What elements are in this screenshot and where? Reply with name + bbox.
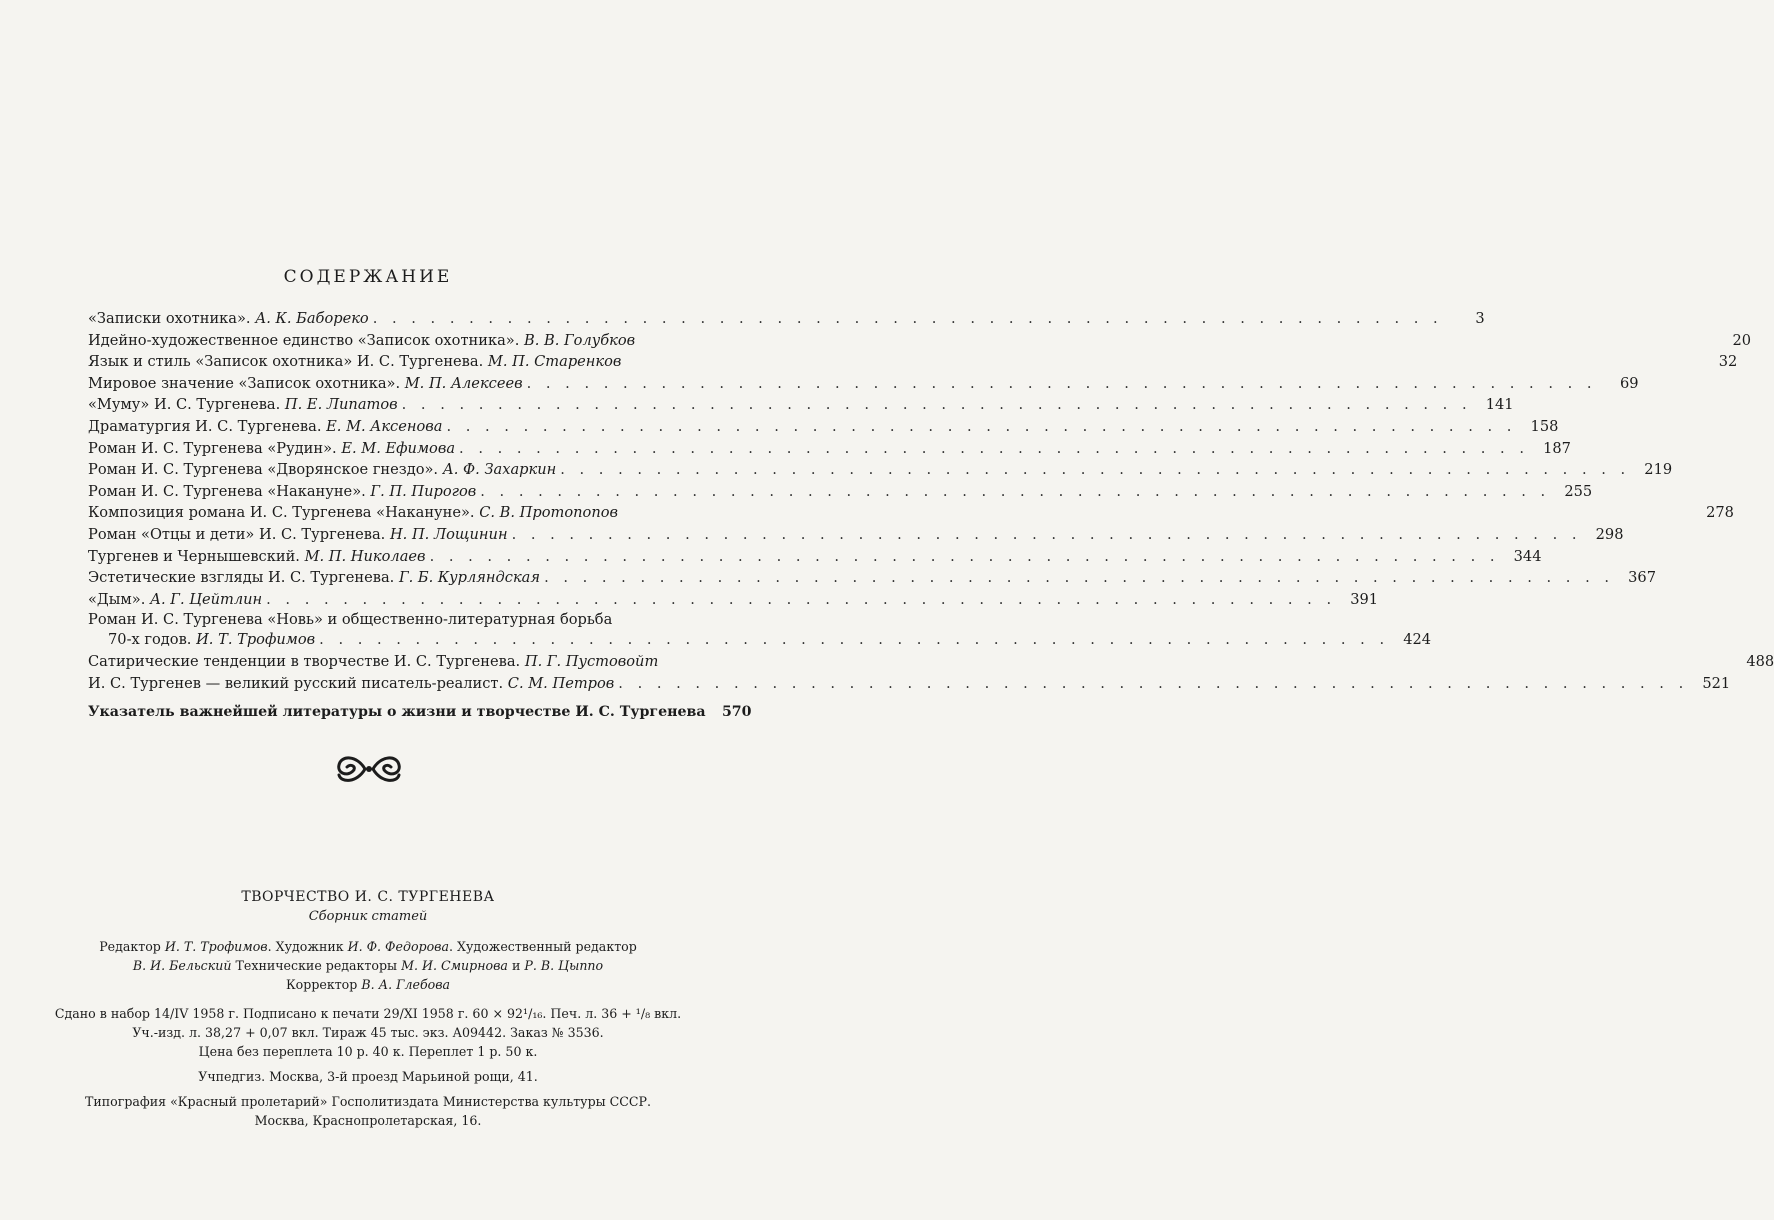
toc-entry-continuation xyxy=(88,629,1432,651)
dot-leader xyxy=(618,673,1688,695)
entry-title: И. С. Тургенев — великий русский писатель-реалист. xyxy=(88,674,504,692)
printer-address-line: Москва, Краснопролетарская, 16. xyxy=(254,1113,482,1128)
dot-leader xyxy=(402,394,1472,416)
book-subtitle: Сборник статей xyxy=(308,909,428,924)
colophon xyxy=(0,887,736,1130)
entry-page: 298 xyxy=(1595,525,1624,543)
entry-page: 20 xyxy=(1732,331,1752,349)
entry-author: М. П. Николаев xyxy=(304,547,426,565)
entry-title: Идейно-художественное единство «Записок охотника». xyxy=(88,331,520,349)
entry-title: Роман И. С. Тургенева «Накануне». xyxy=(88,482,366,500)
toc-entry-bibliography xyxy=(88,702,752,724)
entry-author: М. П. Алексеев xyxy=(404,374,523,392)
toc-entry-first-line xyxy=(88,610,728,629)
dot-leader xyxy=(480,481,1550,503)
dot-leader xyxy=(459,438,1529,460)
toc-entry xyxy=(88,459,1673,481)
entry-title: Сатирические тенденции в творчестве И. С. Тургенева. xyxy=(88,652,521,670)
entry-author: Г. П. Пирогов xyxy=(370,482,477,500)
toc-entry xyxy=(88,546,1542,568)
toc-entry xyxy=(88,373,1639,395)
entry-author: Г. Б. Курляндская xyxy=(398,569,541,587)
entry-page: 32 xyxy=(1718,353,1738,371)
entry-page: 278 xyxy=(1706,504,1734,522)
toc-entry xyxy=(88,502,1734,524)
entry-author: С. В. Протопопов xyxy=(479,504,619,522)
entry-author: И. Т. Трофимов xyxy=(196,631,316,649)
entry-page: 344 xyxy=(1513,547,1542,565)
toc-entry xyxy=(88,351,1738,373)
entry-page: 255 xyxy=(1564,482,1593,500)
toc-entry xyxy=(88,438,1571,460)
entry-title: Драматургия И. С. Тургенева. xyxy=(88,417,322,435)
entry-title: «Дым». xyxy=(88,590,146,608)
toc-entry xyxy=(88,308,1485,330)
entry-title: Язык и стиль «Записок охотника» И. С. Тургенева. xyxy=(88,353,484,371)
entry-title-continued: 70-х годов. xyxy=(108,631,192,649)
editor-line: Редактор И. Т. Трофимов. Художник И. Ф. Федорова. Художественный редактор xyxy=(99,939,637,954)
entry-author: М. П. Старенков xyxy=(487,353,622,371)
toc-entry xyxy=(88,567,1656,589)
toc-entry xyxy=(88,651,1774,673)
entry-author: Е. М. Аксенова xyxy=(326,417,443,435)
dot-leader xyxy=(560,459,1630,481)
entry-author: А. Ф. Захаркин xyxy=(442,461,557,479)
entry-title: Мировое значение «Записок охотника». xyxy=(88,374,401,392)
entry-page: 391 xyxy=(1350,590,1379,608)
entry-page: 158 xyxy=(1530,417,1559,435)
ornament-icon xyxy=(335,751,403,787)
table-of-contents xyxy=(88,308,1774,724)
entry-title: Тургенев и Чернышевский. xyxy=(88,547,300,565)
toc-entry xyxy=(88,673,1731,695)
toc-entry xyxy=(88,330,1752,352)
entry-author: А. К. Бабореко xyxy=(255,310,369,327)
entry-page: 424 xyxy=(1403,631,1432,649)
price-line: Цена без переплета 10 р. 40 к. Переплет 1 р. 50 к. xyxy=(198,1044,538,1059)
entry-title: Эстетические взгляды И. С. Тургенева. xyxy=(88,569,395,587)
entry-author: С. М. Петров xyxy=(507,674,615,692)
dot-leader xyxy=(512,524,1582,546)
entry-title: Роман И. С. Тургенева «Новь» и общественно-литературная борьба xyxy=(88,611,613,629)
entry-title: Композиция романа И. С. Тургенева «Накануне». xyxy=(88,504,475,522)
entry-title: «Муму» И. С. Тургенева. xyxy=(88,396,281,414)
dot-leader xyxy=(527,373,1597,395)
entry-author: А. Г. Цейтлин xyxy=(149,590,263,608)
dot-leader xyxy=(446,416,1516,438)
entry-page: 570 xyxy=(721,704,752,721)
entry-page: 521 xyxy=(1702,674,1731,692)
printer-line: Типография «Красный пролетарий» Госполитиздата Министерства культуры СССР. xyxy=(84,1094,652,1109)
entry-page: 187 xyxy=(1543,439,1571,457)
toc-entry xyxy=(88,416,1559,438)
entry-title: Указатель важнейшей литературы о жизни и творчестве И. С. Тургенева xyxy=(88,704,706,721)
dot-leader xyxy=(266,589,1336,611)
toc-entry xyxy=(88,524,1624,546)
print-data-line: Сдано в набор 14/IV 1958 г. Подписано к печати 29/XI 1958 г. 60 × 92¹/₁₆. Печ. л. 36 + ¹/₈ вкл. xyxy=(54,1006,682,1021)
contents-heading: СОДЕРЖАНИЕ xyxy=(283,267,453,287)
toc-entry xyxy=(88,481,1593,503)
entry-page: 367 xyxy=(1628,569,1656,587)
entry-title: Роман И. С. Тургенева «Дворянское гнездо». xyxy=(88,461,439,479)
book-title: ТВОРЧЕСТВО И. С. ТУРГЕНЕВА xyxy=(241,889,495,905)
entry-title: Роман И. С. Тургенева «Рудин». xyxy=(88,439,337,457)
entry-title: «Записки охотника». xyxy=(88,310,251,327)
dot-leader xyxy=(544,567,1614,589)
publisher-line: Учпедгиз. Москва, 3-й проезд Марьиной рощи, 41. xyxy=(198,1069,538,1084)
tech-editors-line: В. И. Бельский Технические редакторы М. И. Смирнова и Р. В. Цыппо xyxy=(132,958,604,973)
entry-page: 488 xyxy=(1746,652,1774,670)
entry-author: П. Е. Липатов xyxy=(284,396,398,414)
print-data-line: Уч.-изд. л. 38,27 + 0,07 вкл. Тираж 45 тыс. экз. А09442. Заказ № 3536. xyxy=(132,1025,604,1040)
entry-author: В. В. Голубков xyxy=(524,331,636,349)
dot-leader xyxy=(430,546,1500,568)
dot-leader xyxy=(373,308,1443,330)
dot-leader xyxy=(319,629,1389,651)
entry-page: 219 xyxy=(1644,461,1673,479)
toc-entry xyxy=(88,394,1514,416)
corrector-line: Корректор В. А. Глебова xyxy=(285,977,451,992)
entry-author: Н. П. Лощинин xyxy=(389,525,508,543)
toc-entry xyxy=(88,589,1379,611)
entry-page: 3 xyxy=(1475,310,1485,327)
entry-title: Роман «Отцы и дети» И. С. Тургенева. xyxy=(88,525,386,543)
entry-page: 69 xyxy=(1619,374,1639,392)
entry-author: Е. М. Ефимова xyxy=(341,439,456,457)
entry-author: П. Г. Пустовойт xyxy=(524,652,659,670)
entry-page: 141 xyxy=(1485,396,1514,414)
